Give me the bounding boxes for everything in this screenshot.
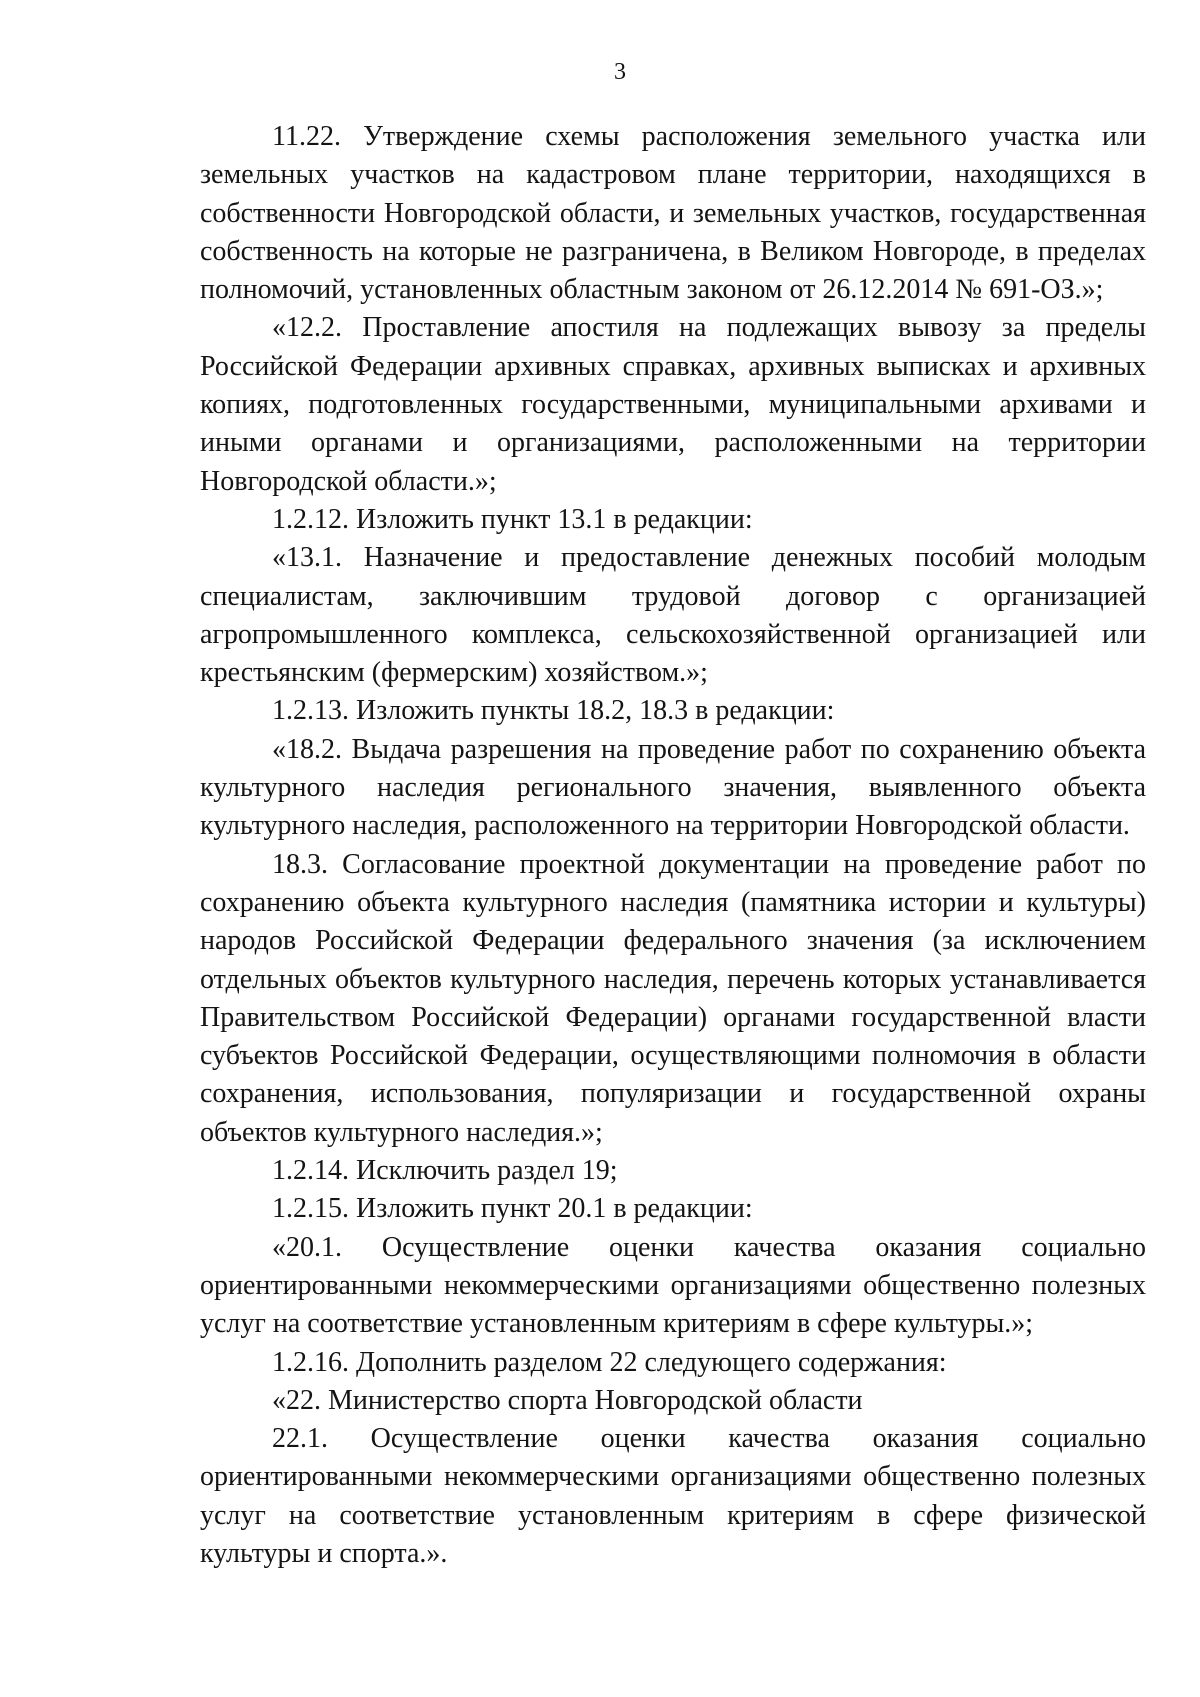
paragraph-22-1: 22.1. Осуществление оценки качества оказания социально ориентированными некоммерческими организациями общественно полезных услуг на соответствие установленным критериям в сфере физической культуры и спорта.». [200, 1423, 1146, 1569]
paragraph-1-2-12: 1.2.12. Изложить пункт 13.1 в редакции: [272, 503, 753, 535]
paragraph-13-1: «13.1. Назначение и предоставление денежных пособий молодым специалистам, заключившим трудовой договор с организацией агропромышленного комплекса, сельскохозяйственной организацией или крестьянским (фермерским) хозяйством.»; [200, 542, 1146, 689]
paragraph-22-heading: «22. Министерство спорта Новгородской области [272, 1384, 863, 1416]
paragraph-12-2: «12.2. Проставление апостиля на подлежащих вывозу за пределы Российской Федерации архивных справках, архивных выписках и архивных копиях, подготовленных государственными, муниципальными архивами и иными органами и организациями, расположенными на территории Новгородской области.»; [200, 312, 1146, 497]
paragraph-1-2-13: 1.2.13. Изложить пункты 18.2, 18.3 в редакции: [272, 695, 835, 727]
paragraph-1-2-16: 1.2.16. Дополнить разделом 22 следующего содержания: [272, 1346, 947, 1378]
paragraph-18-2: «18.2. Выдача разрешения на проведение работ по сохранению объекта культурного наследия регионального значения, выявленного объекта культурного наследия, расположенного на территории Новгородской области. [200, 733, 1146, 842]
paragraph-1-2-14: 1.2.14. Исключить раздел 19; [272, 1155, 618, 1187]
page-number: 3 [614, 59, 626, 85]
paragraph-20-1: «20.1. Осуществление оценки качества оказания социально ориентированными некоммерческими организациями общественно полезных услуг на соответствие установленным критериям в сфере культуры.»; [200, 1231, 1146, 1340]
paragraph-1-2-15: 1.2.15. Изложить пункт 20.1 в редакции: [272, 1193, 753, 1225]
document-body [200, 118, 1146, 1573]
paragraph-18-3: 18.3. Согласование проектной документации на проведение работ по сохранению объекта культурного наследия (памятника истории и культуры) народов Российской Федерации федерального значения (за исключением отдельных объектов культурного наследия, перечень которых устанавливается Правительством Российской Федерации) органами государственной власти субъектов Российской Федерации, осуществляющими полномочия в области сохранения, использования, популяризации и государственной охраны объектов культурного наследия.»; [200, 848, 1146, 1148]
paragraph-11-22: 11.22. Утверждение схемы расположения земельного участка или земельных участков на кадастровом плане территории, находящихся в собственности Новгородской области, и земельных участков, государственная собственность на которые не разграничена, в Великом Новгороде, в пределах полномочий, установленных областным законом от 26.12.2014 № 691-ОЗ.»; [200, 121, 1146, 306]
